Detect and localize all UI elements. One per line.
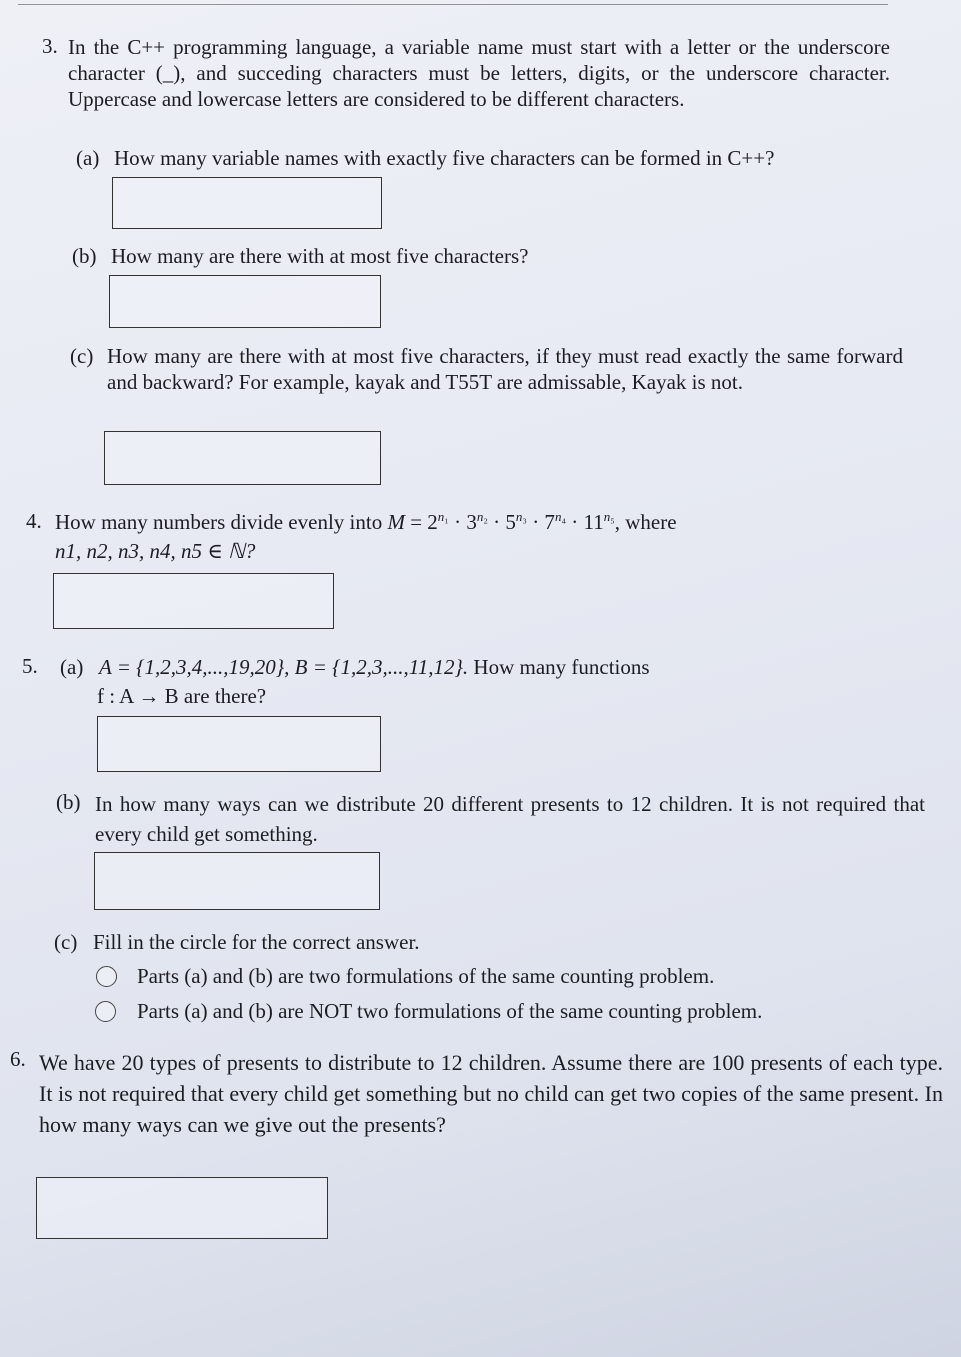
q5b-text: In how many ways can we distribute 20 different presents to 12 children. It is not required that every child get something. <box>95 792 925 846</box>
q3b-answer-box[interactable] <box>109 275 381 328</box>
q5-number: 5. <box>22 654 38 678</box>
q3a-label: (a) <box>76 146 100 170</box>
q3c-text: How many are there with at most five characters, if they must read exactly the same forward and backward? For example, kayak and T55T are admissable, Kayak is not. <box>107 344 903 394</box>
q3-number: 3. <box>42 34 58 58</box>
q5c-label: (c) <box>54 930 78 954</box>
q3c-label: (c) <box>70 344 94 368</box>
q4-answer-box[interactable] <box>53 573 334 629</box>
q4-text-post: , where <box>614 510 677 534</box>
q4-text <box>55 509 677 535</box>
q3a-text: How many variable names with exactly five characters can be formed in C++? <box>114 146 775 170</box>
q4-number: 4. <box>26 509 42 533</box>
q5a-text: How many functions <box>473 655 650 679</box>
q4-formula: $M = 2^{n_1} \cdot 3^{n_2} \cdot 5^{n_3} \cdot 7^{n_4} \cdot 11^{n_5}$ <box>387 509 615 534</box>
q3-intro: In the C++ programming language, a variable name must start with a letter or the underscore character (_), and succeding characters must be letters, digits, or the underscore character. Uppercase and lowercase letters are considered to be different characters. <box>68 35 890 111</box>
q4-line2: n1, n2, n3, n4, n5 ∈ ℕ? <box>55 539 256 563</box>
q3b-text: How many are there with at most five characters? <box>111 244 529 268</box>
top-rule <box>18 4 888 5</box>
q5a-line1 <box>99 654 650 680</box>
q4-text-pre: How many numbers divide evenly into <box>55 510 383 534</box>
option-2-label: Parts (a) and (b) are NOT two formulations of the same counting problem. <box>137 999 763 1023</box>
q5a-answer-box[interactable] <box>97 716 381 772</box>
q3a-answer-box[interactable] <box>112 177 382 229</box>
q5a-sets: A = {1,2,3,4,...,19,20}, B = {1,2,3,...,11,12}. <box>99 655 469 679</box>
q3b-label: (b) <box>72 244 97 268</box>
q5c-text: Fill in the circle for the correct answer. <box>93 930 420 954</box>
q5b-answer-box[interactable] <box>94 852 380 910</box>
option-1-label: Parts (a) and (b) are two formulations of the same counting problem. <box>137 964 715 988</box>
q5b-label: (b) <box>56 790 81 814</box>
q3c-answer-box[interactable] <box>104 431 381 485</box>
q6-number: 6. <box>10 1047 26 1071</box>
q6-text: We have 20 types of presents to distribute to 12 children. Assume there are 100 presents of each type. It is not required that every child get something but no child can get two copies of the same present. In how many ways can we give out the presents? <box>39 1050 943 1137</box>
q6-answer-box[interactable] <box>36 1177 328 1239</box>
q5a-line2: f : A → B are there? <box>97 684 267 708</box>
option-2-radio[interactable] <box>95 1001 116 1022</box>
option-1-radio[interactable] <box>96 966 117 987</box>
q5a-label: (a) <box>60 655 84 679</box>
